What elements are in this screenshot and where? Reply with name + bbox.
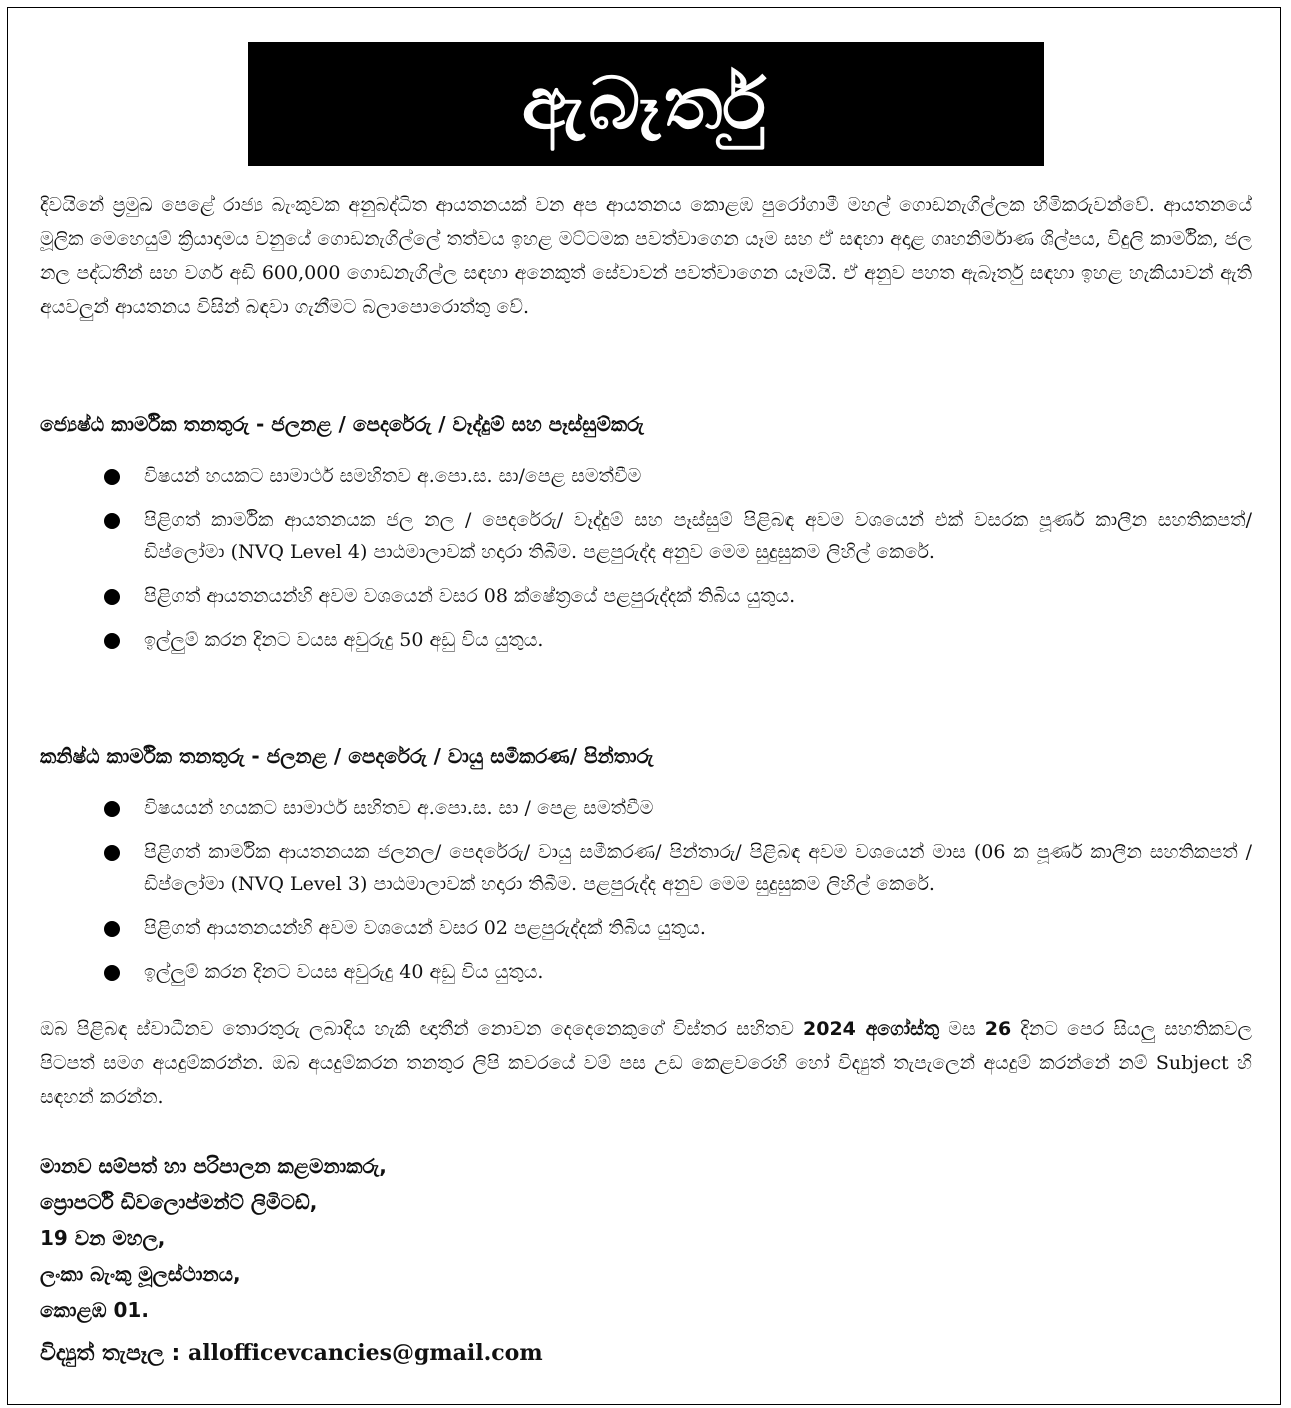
address-line: කොළඹ 01. — [40, 1298, 149, 1322]
address-line: ප්‍රොපර්ටි ඩිවලොප්මන්ට් ලිමිටඩ්, — [40, 1190, 318, 1214]
bullet-icon — [104, 469, 120, 485]
list-item: පිළිගත් කාර්මික ආයතනයක ජලනල/ පෙදරේරු/ වායු සමීකරණ/ පින්තාරු/ පිළිබඳ අවම වශයෙන් මාස (06 ක පූර්ණ කාලීන සහතිකපත් / ඩිප්ලෝමා (NVQ Level 3) පාඨමාලාවක් හදාරා තිබීම. පළපුරුද්ද අනුව මෙම සුදුසුකම ලිහිල් කෙරේ. — [40, 836, 1252, 900]
bullet-icon — [104, 801, 120, 817]
junior-requirements-list — [40, 792, 1252, 1000]
page-title: ඇබෑර්තු — [521, 61, 771, 145]
bullet-icon — [104, 845, 120, 861]
postal-address — [40, 1148, 740, 1328]
bullet-icon — [104, 921, 120, 937]
deadline-date: 2024 අගෝස්තු — [803, 1018, 940, 1040]
intro-paragraph: දිවයිනේ ප්‍රමුඛ පෙළේ රාජ්‍ය බැංකුවක අනුබද්ධිත ආයතනයක් වන අප ආයතනය කොළඹ පුරෝගාමී මහල් ගොඩනැගිල්ලක හිමිකරුවන්වේ. ආයතනයේ මූලික මෙහෙයුම් ක්‍රියාදාමය වනුයේ ගොඩනැගිල්ලේ තත්වය ඉහළ මට්ටමක පවත්වාගෙන යෑම සහ ඒ සඳහා අදාළ ගෘහනිර්මාණ ශිල්පය, විදුලි කාර්මික, ජල නල පද්ධතීන් සහ වර්ග අඩි 600,000 ගොඩනැගිල්ල සඳහා අනෙකුත් සේවාවන් පවත්වාගෙන යෑමයි. ඒ අනුව පහත ඇබෑර්තු සඳහා ඉහළ හැකියාවන් ඇති අයවලුන් ආයතනය විසින් බඳවා ගැනීමට බලාපොරොත්තු වේ. — [40, 194, 1252, 318]
junior-section-heading: කනිෂ්ඨ කාර්මික තනතුරු - ජලනළ / පෙදරේරු / වායු සමීකරණ/ පින්තාරු — [40, 744, 654, 768]
email-contact — [40, 1340, 543, 1366]
list-item: පිළිගත් කාර්මික ආයතනයක ජල නල / පෙදරේරු/ වෑද්දුම් සහ පෑස්සුම් පිළිබඳ අවම වශයෙන් එක් වසරක පූර්ණ කාලීන සහතිකපත්/ ඩිප්ලෝමා (NVQ Level 4) පාඨමාලාවක් හදාරා තිබීම. පළපුරුද්ද අනුව මෙම සුදුසුකම ලිහිල් කෙරේ. — [40, 504, 1252, 568]
bullet-icon — [104, 965, 120, 981]
email-label: විද්‍යුත් තැපෑල : — [40, 1341, 188, 1366]
list-item: ඉල්ලුම් කරන දිනට වයස අවුරුදු 40 අඩු විය යුතුය. — [40, 956, 1252, 988]
senior-section-heading: ජ්‍යෙෂ්ඨ කාර්මික තනතුරු - ජලනළ / පෙදරේරු / වෑද්දුම් සහ පෑස්සුම්කරු — [40, 412, 644, 436]
list-item: විෂයන් හයකට සාමාර්ථ සමහිතව අ.පො.ස. සා/පෙළ සමත්වීම — [40, 460, 1252, 492]
list-item: පිළිගත් ආයතනයන්හි අවම වශයෙන් වසර 02 පළපුරුද්දක් තිබිය යුතුය. — [40, 912, 1252, 944]
address-line: මානව සම්පත් හා පරිපාලන කළමනාකරු, — [40, 1154, 387, 1178]
list-item: විෂයයන් හයකට සාමාර්ථ සහිතව අ.පො.ස. සා / පෙළ සමත්වීම — [40, 792, 1252, 824]
email-address[interactable]: allofficevcancies@gmail.com — [187, 1340, 543, 1366]
bullet-icon — [104, 513, 120, 529]
title-banner — [248, 42, 1044, 166]
application-instructions: ඔබ පිළිබඳ ස්වාධීනව තොරතුරු ලබාදිය හැකි ඥාතීන් නොවන දෙදෙනෙකුගේ විස්තර සහිතව 2024 අගෝස්තු මස 26 දිනට පෙර සියලු සහතිකවල පිටපත් සමග අයදුම්කරන්න. ඔබ අයදුම්කරන තනතුර ලිපි කවරයේ වම් පස උඩ කෙළවරෙහි හෝ විද්‍යුත් තැපැලෙන් අයදුම් කරන්නේ නම් Subject හි සඳහන් කරන්න. — [40, 1018, 1252, 1108]
deadline-day: 26 — [984, 1018, 1012, 1040]
bullet-icon — [104, 589, 120, 605]
bullet-icon — [104, 633, 120, 649]
senior-requirements-list — [40, 460, 1252, 668]
address-line: ලංකා බැංකු මූලස්ථානය, — [40, 1262, 241, 1286]
address-line: 19 වන මහල, — [40, 1226, 166, 1250]
list-item: ඉල්ලුම් කරන දිනට වයස අවුරුදු 50 අඩු විය යුතුය. — [40, 624, 1252, 656]
list-item: පිළිගත් ආයතනයන්හි අවම වශයෙන් වසර 08 ක්ෂේත්‍රයේ පළපුරුද්දක් තිබිය යුතුය. — [40, 580, 1252, 612]
